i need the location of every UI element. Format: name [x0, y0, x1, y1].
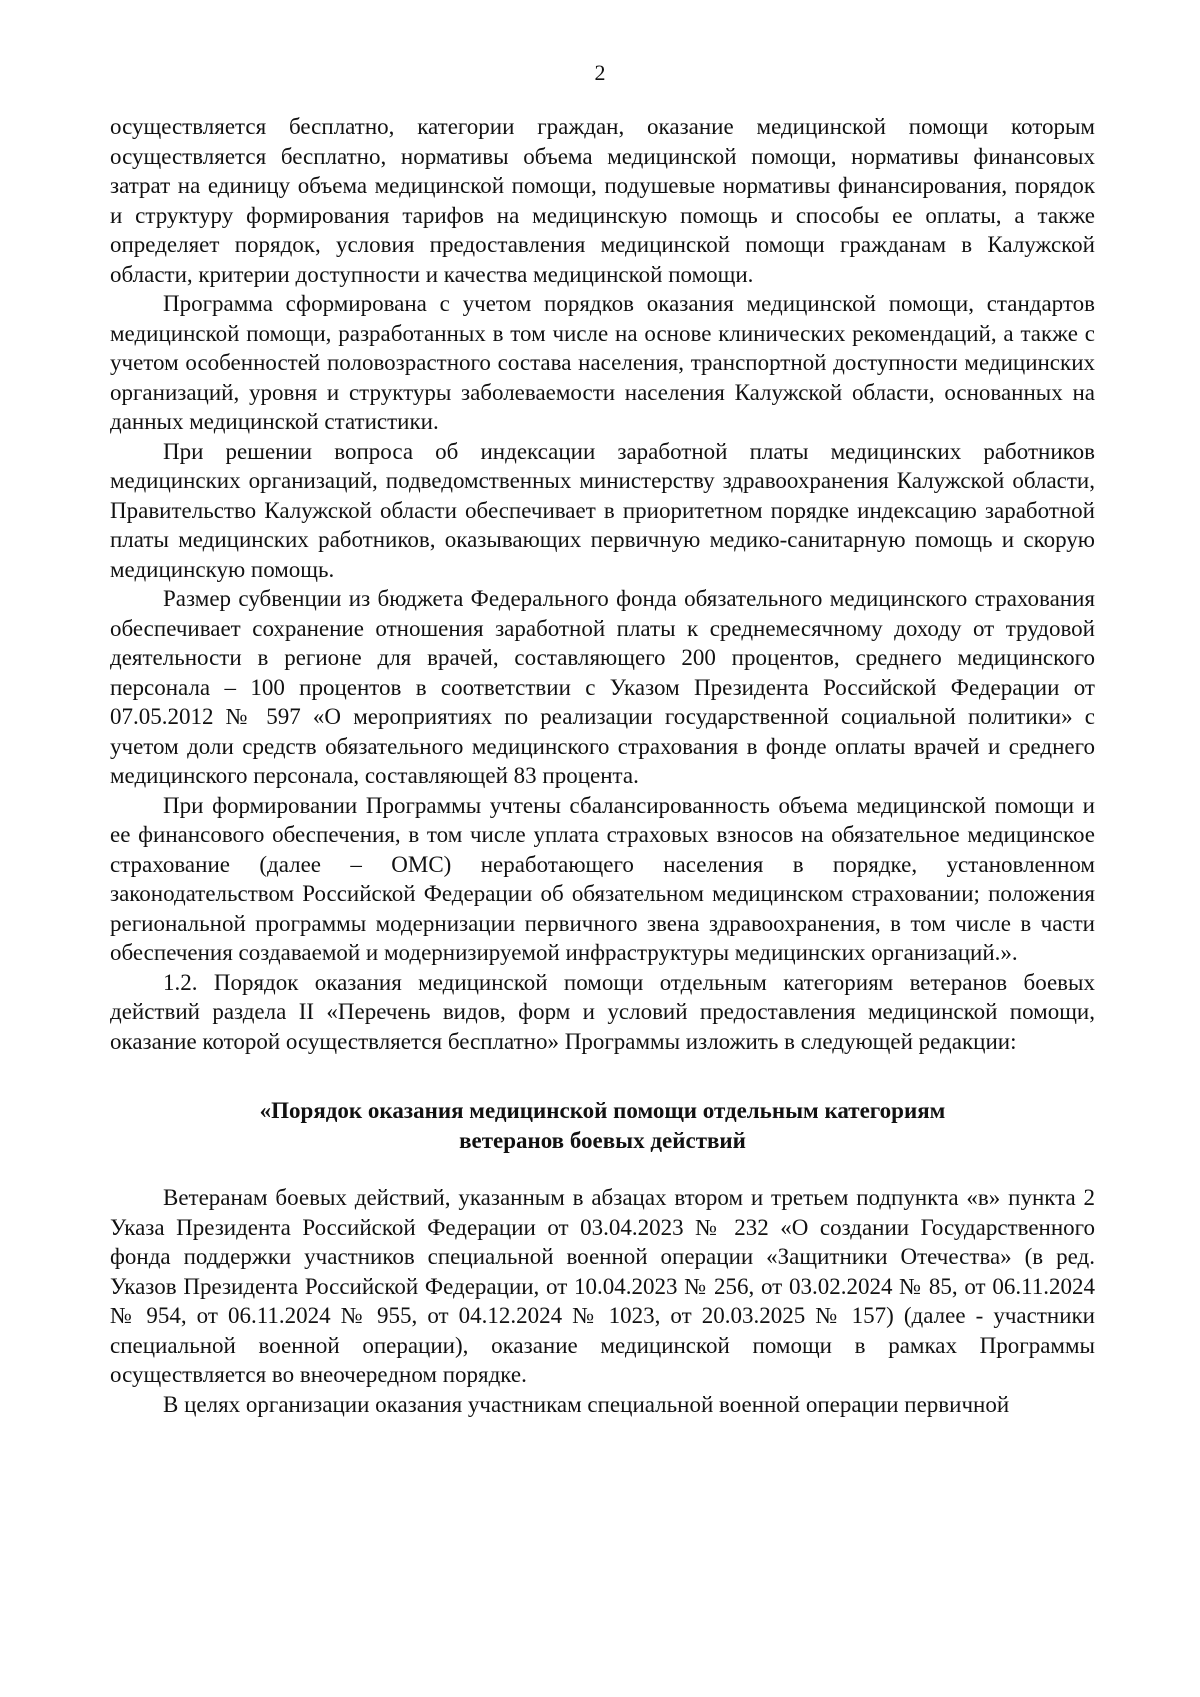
paragraph-subvention: Размер субвенции из бюджета Федерального фонда обязательного медицинского страхования обеспечивает сохранение отношения заработной платы к среднемесячному доходу от трудовой деятельности в регионе для врачей, составляющего 200 процентов, среднего медицинского персонала – 100 процентов в соответствии с Указом Президента Российской Федерации от 07.05.2012 № 597 «О мероприятиях по реализации государственной социальной политики» с учетом доли средств обязательного медицинского страхования в фонде оплаты врачей и среднего медицинского персонала, составляющей 83 процента.: [110, 586, 1095, 788]
page-number: 2: [594, 60, 606, 85]
paragraph-clause-1-2: 1.2. Порядок оказания медицинской помощи отдельным категориям ветеранов боевых действий раздела II «Перечень видов, форм и условий предоставления медицинской помощи, оказание которой осуществляется бесплатно» Программы изложить в следующей редакции:: [110, 969, 1095, 1054]
section-heading-line-1: «Порядок оказания медицинской помощи отдельным категориям: [259, 1098, 946, 1123]
paragraph-salary-indexation: При решении вопроса об индексации заработной платы медицинских работников медицинских организаций, подведомственных министерству здравоохранения Калужской области, Правительство Калужской области обеспечивает в приоритетном порядке индексацию заработной платы медицинских работников, оказывающих первичную медико-санитарную помощь и скорую медицинскую помощь.: [110, 438, 1095, 582]
paragraph-veterans: Ветеранам боевых действий, указанным в абзацах втором и третьем подпункта «в» пункта 2 Указа Президента Российской Федерации от 03.04.2023 № 232 «О создании Государственного фонда поддержки участников специальной военной операции «Защитники Отечества» (в ред. Указов Президента Российской Федерации, от 10.04.2023 № 256, от 03.02.2024 № 85, от 06.11.2024 № 954, от 06.11.2024 № 955, от 04.12.2024 № 1023, от 20.03.2025 № 157) (далее - участники специальной военной операции), оказание медицинской помощи в рамках Программы осуществляется во внеочередном порядке.: [110, 1185, 1095, 1387]
section-heading-line-2: ветеранов боевых действий: [459, 1127, 746, 1153]
document-body: [110, 112, 1095, 1419]
paragraph-program-balance: При формировании Программы учтены сбалансированность объема медицинской помощи и ее финансового обеспечения, в том числе уплата страховых взносов на обязательное медицинское страхование (далее – ОМС) неработающего населения в порядке, установленном законодательством Российской Федерации об обязательном медицинском страховании; положения региональной программы модернизации первичного звена здравоохранения, в том числе в части обеспечения создаваемой и модернизируемой инфраструктуры медицинских организаций.».: [110, 792, 1095, 965]
paragraph-program-formation: Программа сформирована с учетом порядков оказания медицинской помощи, стандартов медицинской помощи, разработанных в том числе на основе клинических рекомендаций, а также с учетом особенностей половозрастного состава населения, транспортной доступности медицинских организаций, уровня и структуры заболеваемости населения Калужской области, основанных на данных медицинской статистики.: [110, 291, 1095, 434]
section-heading: [110, 1096, 1095, 1155]
paragraph-primary-care: В целях организации оказания участникам специальной военной операции первичной: [163, 1391, 1010, 1417]
paragraph-continuation: осуществляется бесплатно, категории граждан, оказание медицинской помощи которым осуществляется бесплатно, нормативы объема медицинской помощи, нормативы финансовых затрат на единицу объема медицинской помощи, подушевые нормативы финансирования, порядок и структуру формирования тарифов на медицинскую помощь и способы ее оплаты, а также определяет порядок, условия предоставления медицинской помощи гражданам в Калужской области, критерии доступности и качества медицинской помощи.: [110, 114, 1095, 287]
